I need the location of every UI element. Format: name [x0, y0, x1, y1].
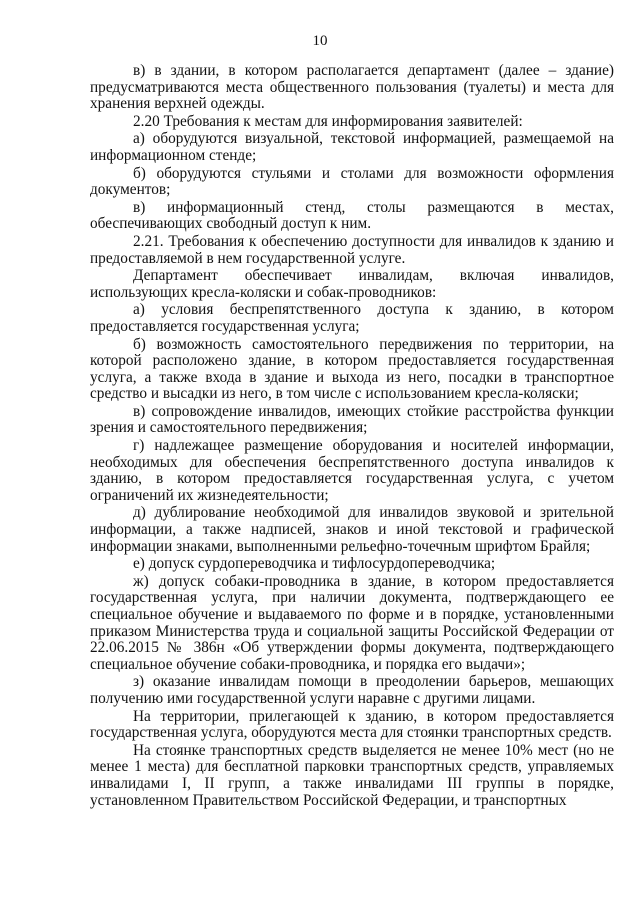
- paragraph-2-21-c: в) сопровождение инвалидов, имеющих стойкие расстройства функции зрения и самостоятельного передвижения;: [90, 402, 614, 437]
- paragraph-parking-territory: На территории, прилегающей к зданию, в котором предоставляется государственная услуга, оборудуются места для стоянки транспортных средств.: [90, 707, 614, 742]
- paragraph-2-21-heading: 2.21. Требования к обеспечению доступности для инвалидов к зданию и предоставляемой в нем государственной услуге.: [90, 232, 614, 267]
- paragraph-2-21-a: а) условия беспрепятственного доступа к зданию, в котором предоставляется государственная услуга;: [90, 301, 614, 335]
- paragraph-2-20-a: а) оборудуются визуальной, текстовой информацией, размещаемой на информационном стенде;: [90, 130, 614, 164]
- paragraph-2-20-heading: 2.20 Требования к местам для информирования заявителей:: [133, 112, 523, 130]
- paragraph-2-20-b: б) оборудуются стульями и столами для возможности оформления документов;: [90, 164, 614, 199]
- page-number: 10: [312, 33, 328, 49]
- paragraph-2-21-g: ж) допуск собаки-проводника в здание, в котором предоставляется государственная услуга, при наличии документа, подтверждающего ее специальное обучение и выдаваемого по форме и в порядке, установленными приказом Министерства труда и социальной защиты Российской Федерации от 22.06.2015 № 386н «Об утверждении формы документа, подтверждающего специальное обучение собаки-проводника, и порядка его выдачи»;: [90, 572, 614, 673]
- paragraph-2-21-h: з) оказание инвалидам помощи в преодолении барьеров, мешающих получению ими государственной услуги наравне с другими лицами.: [90, 673, 614, 707]
- paragraph-2-21-e: д) дублирование необходимой для инвалидов звуковой и зрительной информации, а также надписей, знаков и иной текстовой и графической информации знаками, выполненными рельефно-точечным шрифтом Брайля;: [90, 504, 614, 555]
- paragraph-parking-allocation: На стоянке транспортных средств выделяется не менее 10% мест (но не менее 1 места) для бесплатной парковки транспортных средств, управляемых инвалидами I, II групп, а также инвалидами III группы в порядке, установленном Правительством Российской Федерации, и транспортных: [90, 741, 614, 809]
- paragraph-department-provides: Департамент обеспечивает инвалидам, включая инвалидов, использующих кресла-коляски и собак-проводников:: [90, 267, 614, 301]
- document-body: [90, 63, 614, 809]
- paragraph-2-21-f: е) допуск сурдопереводчика и тифлосурдопереводчика;: [133, 555, 496, 573]
- paragraph-building-facilities: в) в здании, в котором располагается департамент (далее – здание) предусматриваются места общественного пользования (туалеты) и места для хранения верхней одежды.: [90, 62, 614, 113]
- paragraph-2-20-c: в) информационный стенд, столы размещаются в местах, обеспечивающих свободный доступ к ним.: [90, 198, 614, 233]
- paragraph-2-21-d: г) надлежащее размещение оборудования и носителей информации, необходимых для обеспечения беспрепятственного доступа инвалидов к зданию, в котором предоставляется государственная услуга, с учетом ограничений их жизнедеятельности;: [90, 437, 614, 504]
- paragraph-2-21-b: б) возможность самостоятельного передвижения по территории, на которой расположено здание, в котором предоставляется государственная услуга, а также входа в здание и выхода из него, посадки в транспортное средство и высадки из него, в том числе с использованием кресла-коляски;: [90, 335, 614, 403]
